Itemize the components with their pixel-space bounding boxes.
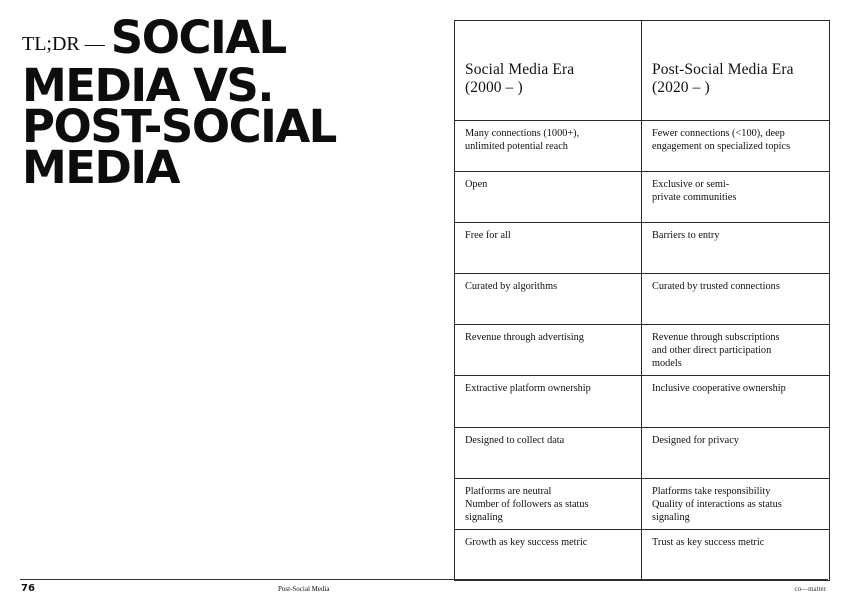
column-title: Social Media Era xyxy=(465,61,575,78)
cell-text: Designed to collect data xyxy=(465,434,565,446)
brand-mark: co—matter xyxy=(794,585,826,593)
table-row xyxy=(455,172,830,223)
cell-text: Fewer connections (<100), deep engagement on specialized topics xyxy=(652,128,791,152)
comparison-table xyxy=(454,20,830,581)
cell-text: Platforms take responsibility Quality of interactions as status signaling xyxy=(652,485,782,523)
table-cell xyxy=(642,172,830,223)
table-row xyxy=(455,376,830,427)
table-cell xyxy=(455,325,642,376)
page-number: 76 xyxy=(21,583,35,594)
table-cell xyxy=(642,121,830,172)
table-cell xyxy=(455,223,642,274)
cell-text: Exclusive or semi- private communities xyxy=(652,179,737,204)
title-line: MEDIA xyxy=(22,141,179,194)
table-cell xyxy=(642,223,830,274)
title-line: SOCIAL xyxy=(110,11,286,64)
table-cell xyxy=(455,376,642,427)
table-cell xyxy=(455,274,642,325)
title-line: POST-SOCIAL xyxy=(22,100,336,153)
table-cell xyxy=(455,172,642,223)
column-title: Post-Social Media Era xyxy=(652,61,794,78)
cell-text: Revenue through advertising xyxy=(465,332,584,344)
table-row xyxy=(455,121,830,172)
table-row xyxy=(455,325,830,376)
table-cell xyxy=(455,529,642,580)
table-row xyxy=(455,223,830,274)
table-row xyxy=(455,274,830,325)
table-cell xyxy=(642,478,830,529)
cell-text: Trust as key success metric xyxy=(652,536,765,548)
cell-text: Revenue through subscriptions and other direct participation models xyxy=(652,332,780,370)
table-cell xyxy=(455,478,642,529)
cell-text: Barriers to entry xyxy=(652,230,720,242)
column-years: (2020 – ) xyxy=(652,79,710,96)
table-cell xyxy=(642,376,830,427)
table-header-row xyxy=(455,21,830,121)
page-title xyxy=(22,11,422,194)
table-row xyxy=(455,478,830,529)
column-header-social-media xyxy=(455,21,642,121)
tldr-prefix: TL;DR — xyxy=(22,33,105,55)
column-years: (2000 – ) xyxy=(465,79,523,96)
table-row xyxy=(455,427,830,478)
cell-text: Extractive platform ownership xyxy=(465,383,591,395)
cell-text: Inclusive cooperative ownership xyxy=(652,383,786,395)
table-cell xyxy=(455,121,642,172)
cell-text: Growth as key success metric xyxy=(465,536,588,548)
cell-text: Platforms are neutral Number of followers as status signaling xyxy=(465,485,589,523)
table-cell xyxy=(642,427,830,478)
title-line: MEDIA VS. xyxy=(22,59,273,112)
cell-text: Free for all xyxy=(465,230,511,242)
table-cell xyxy=(642,274,830,325)
table-cell xyxy=(455,427,642,478)
table-cell xyxy=(642,529,830,580)
cell-text: Many connections (1000+), unlimited potential reach xyxy=(465,128,580,152)
cell-text: Curated by algorithms xyxy=(465,281,558,293)
running-title: Post-Social Media xyxy=(278,585,330,593)
cell-text: Designed for privacy xyxy=(652,434,739,446)
footer-divider xyxy=(20,579,828,580)
table-row xyxy=(455,529,830,580)
cell-text: Open xyxy=(465,179,488,191)
cell-text: Curated by trusted connections xyxy=(652,281,780,293)
column-header-post-social-media xyxy=(642,21,830,121)
table-cell xyxy=(642,325,830,376)
